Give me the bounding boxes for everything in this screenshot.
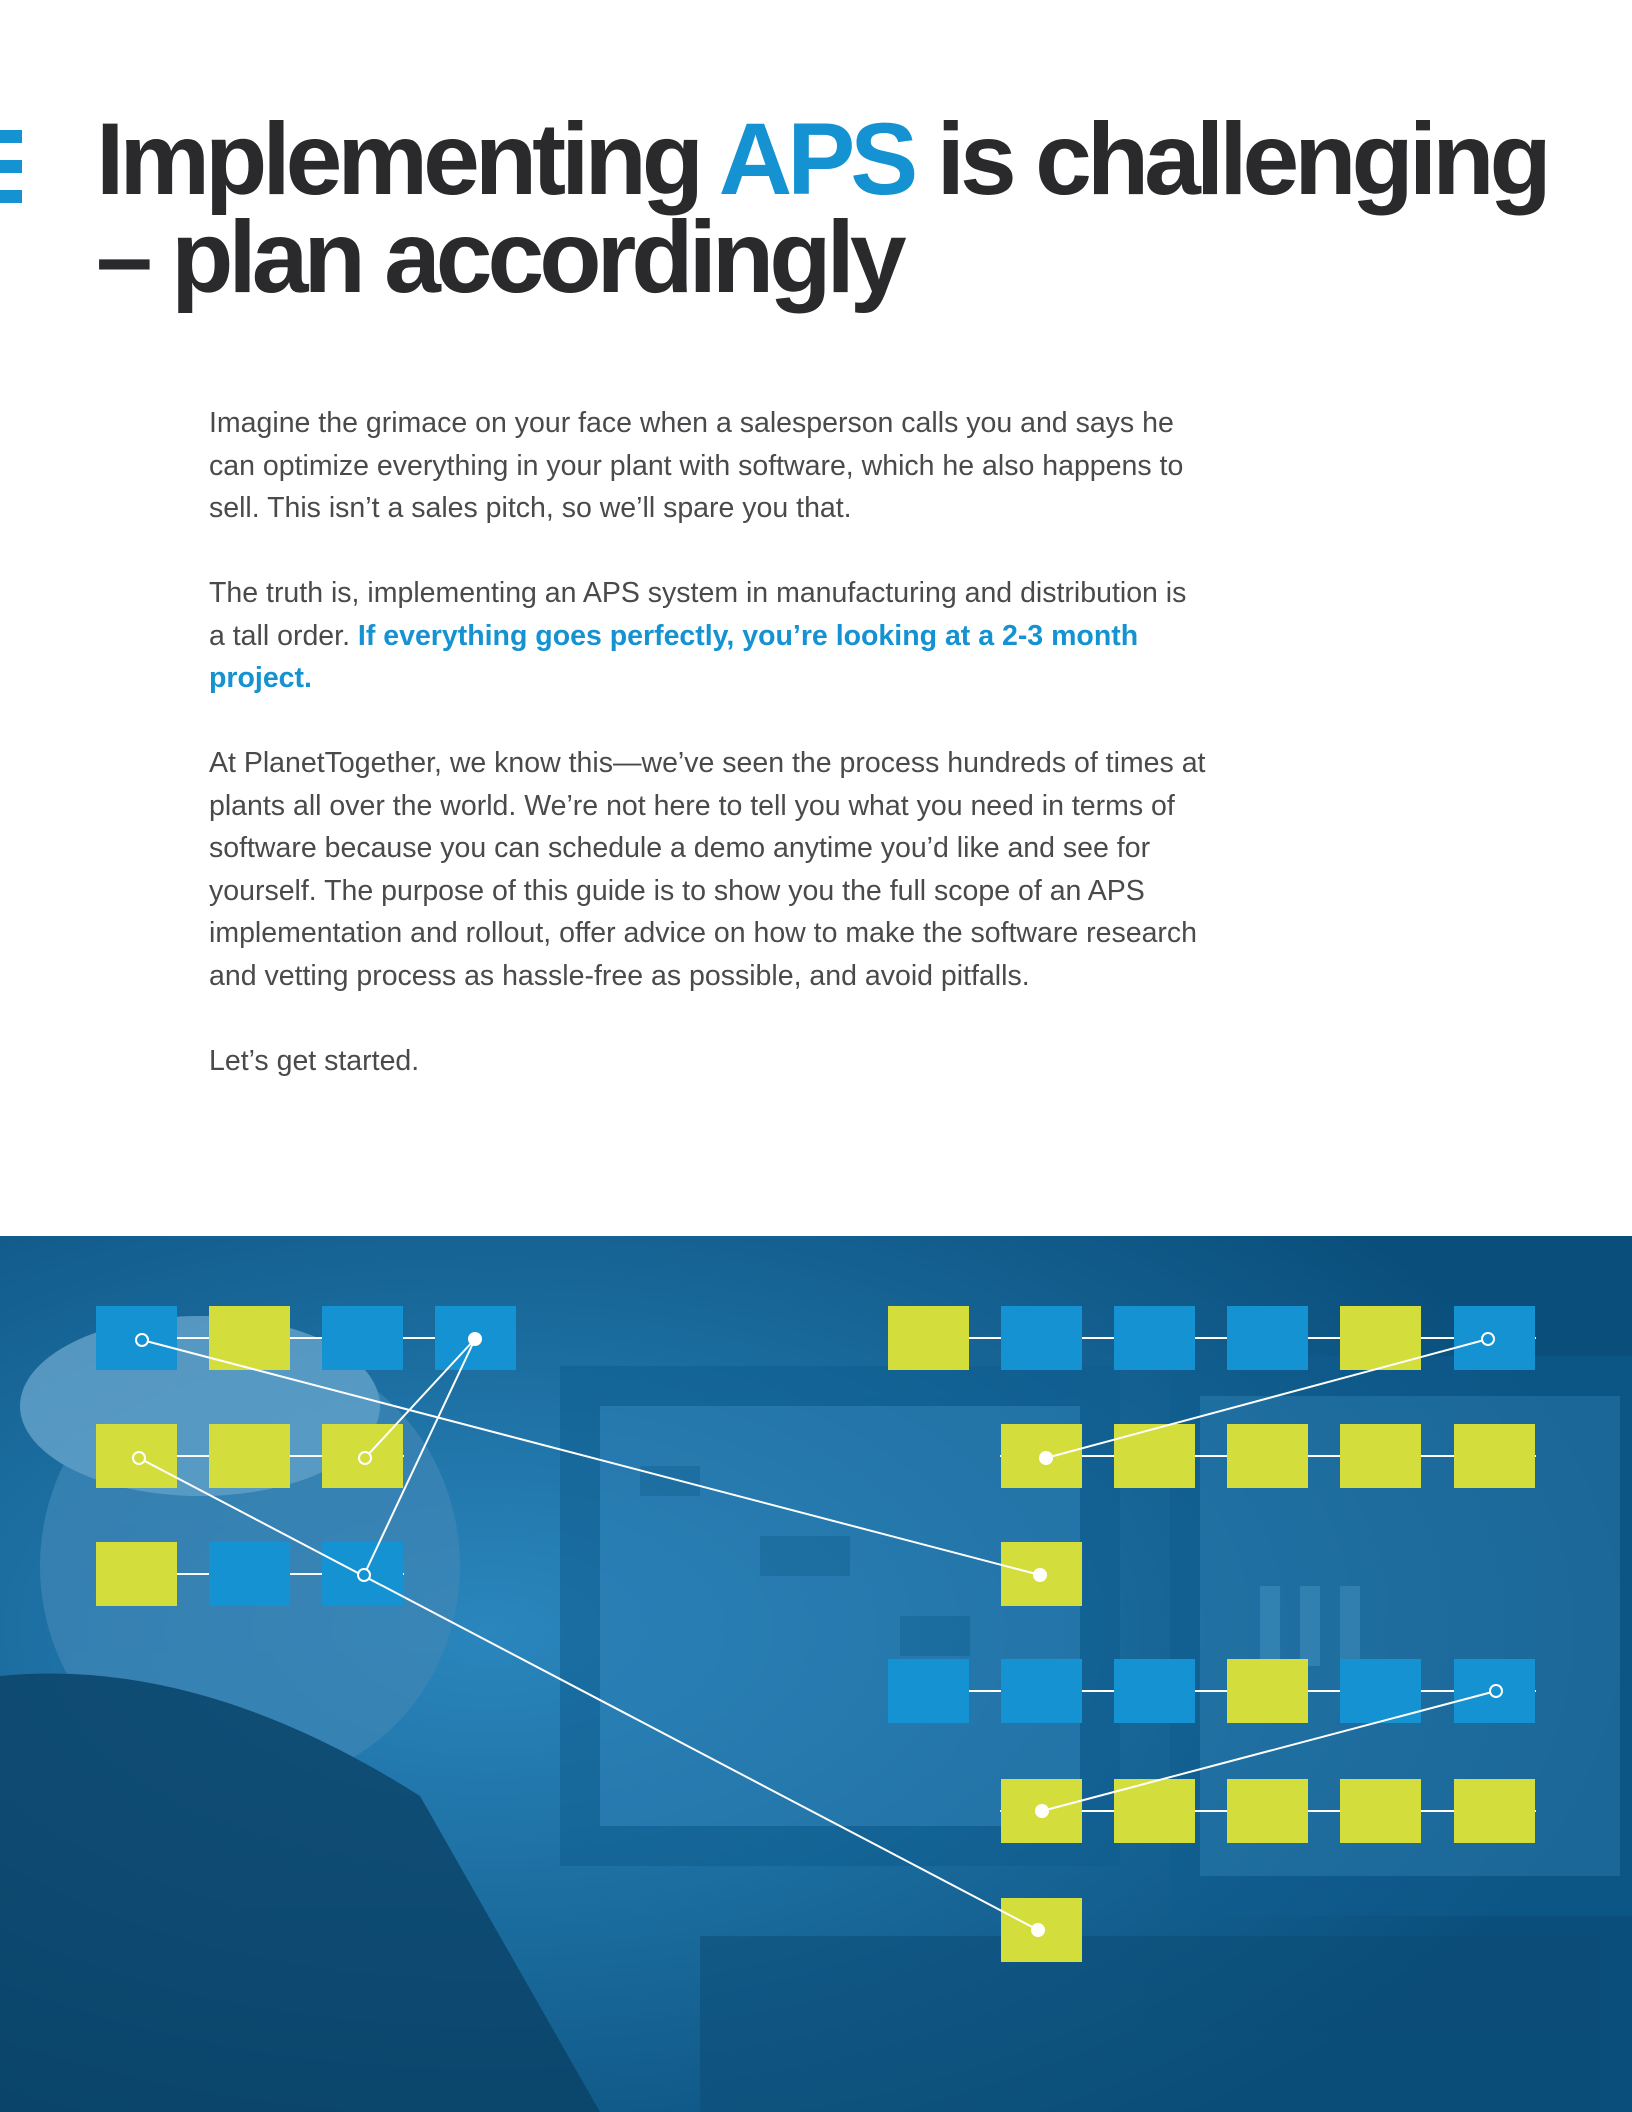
title-accent: APS bbox=[718, 102, 914, 216]
paragraph-3: At PlanetTogether, we know this—we’ve seen the process hundreds of times at plants all over the world. We’re not here to tell you what you need in terms of software because you can schedule a demo anytime you’d like and see for yourself. The purpose of this guide is to show you the full scope of an APS implementation and rollout, offer advice on how to make the software research and vetting process as hassle-free as possible, and avoid pitfalls. bbox=[209, 747, 1206, 992]
node-box bbox=[1227, 1306, 1308, 1370]
endpoint-dot bbox=[469, 1333, 481, 1345]
endpoint-dot bbox=[136, 1334, 148, 1346]
node-box bbox=[322, 1306, 403, 1370]
node-box bbox=[209, 1542, 290, 1606]
node-box bbox=[1340, 1779, 1421, 1843]
endpoint-dot bbox=[1036, 1805, 1048, 1817]
paragraph-2-text: The truth is, implementing an APS system in manufacturing and distribution is a tall order. bbox=[209, 577, 1187, 652]
node-box bbox=[1114, 1424, 1195, 1488]
node-box bbox=[888, 1306, 969, 1370]
node-box bbox=[96, 1542, 177, 1606]
page-title bbox=[96, 102, 1596, 314]
endpoint-dot bbox=[1482, 1333, 1494, 1345]
edge-bar bbox=[0, 160, 22, 173]
node-box bbox=[1227, 1659, 1308, 1723]
title-text-end: is challenging – plan accordingly bbox=[96, 102, 1547, 314]
edge-accent-bars bbox=[0, 130, 22, 220]
paragraph-4: Let’s get started. bbox=[209, 1044, 420, 1077]
node-box bbox=[1114, 1659, 1195, 1723]
endpoint-dot bbox=[1032, 1924, 1044, 1936]
endpoint-dot bbox=[359, 1452, 371, 1464]
paragraph-1: Imagine the grimace on your face when a salesperson calls you and says he can optimize everything in your plant with software, which he also happens to sell. This isn’t a sales pitch, so we’ll spare you that. bbox=[209, 407, 1184, 524]
node-box bbox=[1454, 1424, 1535, 1488]
schedule-network-graphic bbox=[0, 1236, 1632, 2112]
node-box bbox=[1227, 1779, 1308, 1843]
node-box bbox=[1454, 1779, 1535, 1843]
node-box bbox=[1227, 1424, 1308, 1488]
endpoint-dot bbox=[133, 1452, 145, 1464]
node-box bbox=[888, 1659, 969, 1723]
edge-bar bbox=[0, 190, 22, 203]
endpoint-dot bbox=[1034, 1569, 1046, 1581]
paragraph-2 bbox=[209, 572, 1209, 700]
node-box bbox=[1340, 1424, 1421, 1488]
endpoint-dot bbox=[1040, 1452, 1052, 1464]
edge-bar bbox=[0, 130, 22, 143]
paragraph-2-highlight: If everything goes perfectly, you’re looking at a 2-3 month project. bbox=[209, 619, 1139, 694]
node-box bbox=[1001, 1659, 1082, 1723]
endpoint-dot bbox=[358, 1569, 370, 1581]
node-box bbox=[1114, 1306, 1195, 1370]
intro-body bbox=[209, 402, 1209, 1125]
title-text-start: Implementing bbox=[96, 102, 719, 216]
node-box bbox=[209, 1424, 290, 1488]
node-box bbox=[1001, 1306, 1082, 1370]
hero-image-panel bbox=[0, 1236, 1632, 2112]
endpoint-dot bbox=[1490, 1685, 1502, 1697]
